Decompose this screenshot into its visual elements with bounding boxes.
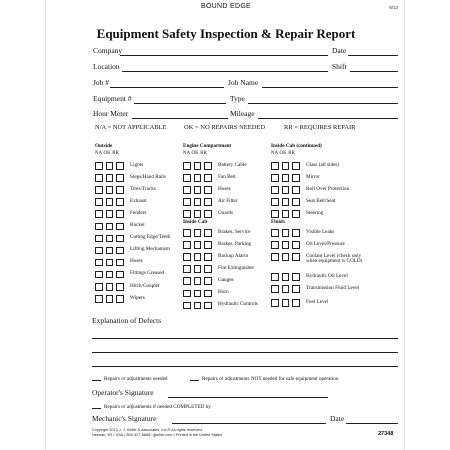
mechanic-date-label: Date	[330, 414, 345, 423]
rr-checkbox[interactable]	[204, 302, 212, 310]
item-label: Transmission Fluid Level	[306, 284, 360, 291]
ok-checkbox[interactable]	[194, 265, 202, 273]
item-label: Coolant Level (check only when equipment is COLD)	[306, 252, 363, 265]
na-checkbox[interactable]	[271, 241, 279, 249]
item-label: Hydraulic Oil Level	[306, 272, 348, 279]
rr-checkbox[interactable]	[204, 229, 212, 237]
na-checkbox[interactable]	[183, 265, 191, 273]
na-checkbox[interactable]	[271, 162, 279, 170]
na-checkbox[interactable]	[183, 186, 191, 194]
rr-checkbox[interactable]	[116, 174, 124, 182]
rr-checkbox[interactable]	[292, 210, 300, 218]
operator-signature-label: Operator's Signature	[92, 388, 154, 397]
ok-checkbox[interactable]	[282, 285, 290, 293]
na-checkbox[interactable]	[95, 198, 103, 206]
job-number-label: Job #	[93, 78, 110, 87]
na-checkbox[interactable]	[183, 198, 191, 206]
item-label: Hoses	[218, 185, 231, 192]
rr-checkbox[interactable]	[116, 210, 124, 218]
na-checkbox[interactable]	[95, 259, 103, 267]
ok-checkbox[interactable]	[194, 253, 202, 261]
date-field[interactable]	[348, 55, 398, 56]
ok-checkbox[interactable]	[106, 174, 114, 182]
ok-checkbox[interactable]	[282, 241, 290, 249]
revision-code: 8/13	[389, 5, 398, 10]
na-checkbox[interactable]	[271, 273, 279, 281]
rr-checkbox[interactable]	[116, 283, 124, 291]
ok-checkbox[interactable]	[194, 277, 202, 285]
shift-label: Shift	[332, 62, 347, 71]
job-name-label: Job Name	[228, 78, 259, 87]
rr-checkbox[interactable]	[204, 277, 212, 285]
inside_cab_cont-row	[271, 198, 381, 206]
rr-checkbox[interactable]	[292, 273, 300, 281]
rr-checkbox[interactable]	[292, 253, 300, 261]
ok-checkbox[interactable]	[282, 210, 290, 218]
ok-checkbox[interactable]	[282, 253, 290, 261]
engine-heading: Engine Compartment	[183, 143, 232, 149]
na-checkbox[interactable]	[183, 229, 191, 237]
na-checkbox[interactable]	[95, 186, 103, 194]
rr-checkbox[interactable]	[116, 198, 124, 206]
defects-line-2[interactable]	[92, 352, 398, 353]
item-label: Fenders	[130, 209, 147, 216]
rr-checkbox[interactable]	[116, 295, 124, 303]
repairs-completed-label: Repairs or adjustments if needed COMPLETED by	[104, 404, 211, 410]
na-checkbox[interactable]	[271, 299, 279, 307]
item-label: Horn	[218, 289, 229, 295]
ok-checkbox[interactable]	[106, 186, 114, 194]
rr-checkbox[interactable]	[292, 229, 300, 237]
ok-checkbox[interactable]	[106, 235, 114, 243]
rr-checkbox[interactable]	[116, 271, 124, 279]
defects-line-1[interactable]	[92, 338, 398, 339]
equipment-number-field[interactable]	[134, 103, 226, 104]
rr-checkbox[interactable]	[292, 162, 300, 170]
item-label: Hydraulic Controls	[218, 301, 258, 308]
item-label: Cutting Edge/Teeth	[130, 234, 171, 241]
na-checkbox[interactable]	[95, 210, 103, 218]
defects-line-3[interactable]	[92, 366, 398, 367]
item-label: Steps/Hand Rails	[130, 173, 166, 180]
location-field[interactable]	[122, 71, 328, 72]
rr-checkbox[interactable]	[204, 241, 212, 249]
na-checkbox[interactable]	[271, 186, 279, 194]
ok-checkbox[interactable]	[106, 271, 114, 279]
inside_cab_cont-heading: Inside Cab (continued)	[271, 143, 322, 149]
defects-label: Explanation of Defects	[92, 316, 162, 325]
ok-checkbox[interactable]	[106, 295, 114, 303]
ok-checkbox[interactable]	[194, 290, 202, 298]
na-checkbox[interactable]	[95, 247, 103, 255]
mechanic-signature-label: Mechanic's Signature	[92, 414, 157, 423]
rr-checkbox[interactable]	[292, 285, 300, 293]
ok-checkbox[interactable]	[106, 162, 114, 170]
na-checkbox[interactable]	[183, 162, 191, 170]
na-checkbox[interactable]	[95, 283, 103, 291]
hour-meter-label: Hour Meter	[93, 109, 129, 118]
item-label: Gauges	[218, 276, 234, 283]
item-label: Brakes, Parking	[218, 240, 252, 247]
na-checkbox[interactable]	[183, 253, 191, 261]
rr-checkbox[interactable]	[204, 174, 212, 182]
ok-checkbox[interactable]	[194, 302, 202, 310]
rr-checkbox[interactable]	[116, 223, 124, 231]
date-label: Date	[332, 46, 347, 55]
bound-edge-label: BOUND EDGE	[200, 3, 252, 10]
ok-checkbox[interactable]	[106, 247, 114, 255]
rr-checkbox[interactable]	[116, 235, 124, 243]
rr-checkbox[interactable]	[204, 186, 212, 194]
na-checkbox[interactable]	[95, 174, 103, 182]
copyright-line-1: Copyright 2013 J. J. Keller & Associates, Inc.® All rights reserved.	[92, 428, 203, 432]
fluids-heading: Fluids	[271, 219, 285, 225]
fluids-row	[271, 241, 381, 249]
item-label: Oil Level/Pressure	[306, 240, 345, 247]
legend-rr: RR = REQUIRES REPAIR	[284, 124, 356, 131]
fluids-row	[271, 299, 381, 307]
rr-checkbox[interactable]	[204, 198, 212, 206]
column2-checkbox-columns: NA OK RR	[183, 151, 207, 156]
na-checkbox[interactable]	[183, 277, 191, 285]
item-label: Fire Extinguisher	[218, 264, 255, 271]
fluids-row	[271, 273, 381, 281]
na-checkbox[interactable]	[271, 198, 279, 206]
shift-field[interactable]	[350, 71, 398, 72]
na-checkbox[interactable]	[95, 223, 103, 231]
ok-checkbox[interactable]	[282, 198, 290, 206]
item-label: Visible Leaks	[306, 228, 335, 235]
ok-checkbox[interactable]	[106, 210, 114, 218]
item-label: Mirror	[306, 173, 320, 180]
na-checkbox[interactable]	[183, 302, 191, 310]
rr-checkbox[interactable]	[204, 162, 212, 170]
ok-checkbox[interactable]	[106, 223, 114, 231]
ok-checkbox[interactable]	[106, 283, 114, 291]
inspection-form	[45, 0, 405, 450]
item-label: Lights	[130, 161, 144, 168]
company-label: Company	[93, 46, 123, 55]
rr-checkbox[interactable]	[292, 241, 300, 249]
inside_cab-heading: Inside Cab	[183, 219, 208, 225]
item-label: Hitch/Coupler	[130, 282, 160, 289]
repairs-completed-checkline[interactable]	[92, 408, 101, 409]
inside_cab_cont-row	[271, 162, 381, 170]
type-field[interactable]	[248, 103, 398, 104]
item-label: Roll Over Protection	[306, 185, 350, 192]
legend-na: N/A = NOT APPLICABLE	[95, 124, 167, 131]
rr-checkbox[interactable]	[204, 210, 212, 218]
na-checkbox[interactable]	[183, 210, 191, 218]
ok-checkbox[interactable]	[106, 198, 114, 206]
item-label: Brakes, Service	[218, 228, 251, 235]
item-label: Bucket	[130, 222, 145, 228]
ok-checkbox[interactable]	[282, 186, 290, 194]
ok-checkbox[interactable]	[194, 174, 202, 182]
item-label: Glass (all sides)	[306, 161, 340, 168]
item-label: Battery Cable	[218, 161, 247, 168]
na-checkbox[interactable]	[95, 295, 103, 303]
outside-heading: Outside	[95, 143, 113, 149]
rr-checkbox[interactable]	[116, 186, 124, 194]
na-checkbox[interactable]	[271, 253, 279, 261]
ok-checkbox[interactable]	[194, 210, 202, 218]
inside_cab_cont-row	[271, 186, 381, 194]
rr-checkbox[interactable]	[204, 253, 212, 261]
ok-checkbox[interactable]	[194, 229, 202, 237]
equipment-number-label: Equipment #	[93, 94, 132, 103]
rr-checkbox[interactable]	[204, 265, 212, 273]
rr-checkbox[interactable]	[292, 198, 300, 206]
ok-checkbox[interactable]	[106, 259, 114, 267]
item-label: Fittings Greased	[130, 270, 165, 277]
legend-ok: OK = NO REPAIRS NEEDED	[184, 124, 266, 131]
job-number-field[interactable]	[110, 87, 224, 88]
column1-checkbox-columns: NA OK RR	[95, 151, 119, 156]
fluids-row	[271, 285, 381, 293]
ok-checkbox[interactable]	[282, 174, 290, 182]
operator-signature-field[interactable]	[168, 397, 328, 398]
inside_cab_cont-row	[271, 210, 381, 218]
mileage-field[interactable]	[258, 118, 398, 119]
part-number: 27348	[378, 431, 394, 437]
na-checkbox[interactable]	[95, 271, 103, 279]
ok-checkbox[interactable]	[194, 162, 202, 170]
rr-checkbox[interactable]	[292, 186, 300, 194]
column3-checkbox-columns: NA OK RR	[271, 151, 295, 156]
item-label: Fuel Level	[306, 298, 329, 305]
na-checkbox[interactable]	[271, 285, 279, 293]
item-label: Exhaust	[130, 197, 147, 204]
mechanic-date-field[interactable]	[346, 423, 398, 424]
location-label: Location	[93, 62, 120, 71]
rr-checkbox[interactable]	[116, 247, 124, 255]
item-label: Lifting Mechanism	[130, 246, 170, 253]
mileage-label: Mileage	[230, 109, 255, 118]
na-checkbox[interactable]	[271, 210, 279, 218]
item-label: Air Filter	[218, 197, 238, 204]
na-checkbox[interactable]	[95, 235, 103, 243]
rr-checkbox[interactable]	[292, 174, 300, 182]
rr-checkbox[interactable]	[292, 299, 300, 307]
form-title: Equipment Safety Inspection & Repair Report	[96, 26, 356, 41]
repairs-not-needed-checkline[interactable]	[190, 380, 199, 381]
na-checkbox[interactable]	[271, 229, 279, 237]
item-label: Hoses	[130, 258, 143, 265]
ok-checkbox[interactable]	[194, 186, 202, 194]
repairs-needed-checkline[interactable]	[92, 380, 101, 381]
company-field[interactable]	[120, 55, 328, 56]
ok-checkbox[interactable]	[194, 241, 202, 249]
rr-checkbox[interactable]	[116, 162, 124, 170]
fluids-row	[271, 252, 381, 265]
repairs-needed-label: Repairs or adjustments needed	[104, 376, 168, 382]
type-label: Type	[230, 94, 245, 103]
item-label: Steering	[306, 209, 324, 216]
na-checkbox[interactable]	[271, 174, 279, 182]
ok-checkbox[interactable]	[282, 229, 290, 237]
item-label: Seat Belt/Seat	[306, 197, 336, 204]
item-label: Fan Belt	[218, 173, 236, 180]
ok-checkbox[interactable]	[282, 162, 290, 170]
copyright-line-2: Neenah, WI • USA • 800-327-6868 • jjkeller.com • Printed in the United States	[92, 432, 223, 437]
na-checkbox[interactable]	[183, 290, 191, 298]
ok-checkbox[interactable]	[282, 299, 290, 307]
rr-checkbox[interactable]	[204, 290, 212, 298]
na-checkbox[interactable]	[183, 241, 191, 249]
na-checkbox[interactable]	[95, 162, 103, 170]
footer-copyright	[92, 428, 222, 437]
item-label: Guards	[218, 209, 233, 216]
inside_cab_cont-row	[271, 174, 381, 182]
fluids-row	[271, 229, 381, 237]
repairs-not-needed-label: Repairs or adjustments NOT needed for safe equipment operation	[202, 376, 339, 382]
mechanic-signature-field[interactable]	[172, 423, 326, 424]
ok-checkbox[interactable]	[282, 273, 290, 281]
item-label: Tires/Tracks	[130, 185, 156, 192]
ok-checkbox[interactable]	[194, 198, 202, 206]
job-name-field[interactable]	[262, 87, 398, 88]
rr-checkbox[interactable]	[116, 259, 124, 267]
na-checkbox[interactable]	[183, 174, 191, 182]
item-label: Backup Alarm	[218, 252, 249, 259]
hour-meter-field[interactable]	[132, 118, 228, 119]
item-label: Wipers	[130, 294, 145, 301]
